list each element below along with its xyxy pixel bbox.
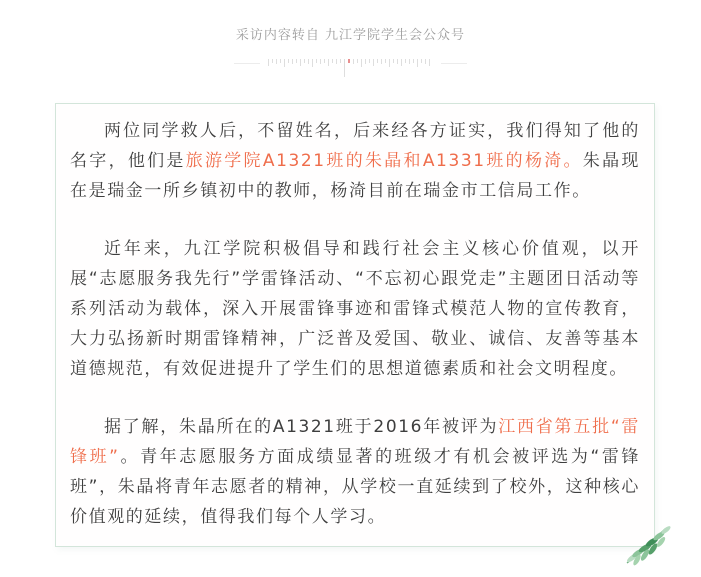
text-segment: 朱晶现在是瑞金一所乡镇初中的教师，杨渏目前在瑞金市工信局工作。 [70, 151, 640, 201]
divider-ticks [268, 56, 433, 77]
highlight-segment: 旅游学院A1321班的朱晶和A1331班的杨渏。 [185, 151, 583, 171]
divider-line-left [234, 63, 260, 64]
article-card [55, 103, 655, 547]
text-segment: 据了解，朱晶所在的A1321班于2016年被评为 [104, 417, 499, 437]
paragraph [70, 116, 640, 206]
highlight-segment: 江西省第五批“雷锋班” [70, 417, 641, 467]
text-segment: 两位同学救人后，不留姓名，后来经各方证实，我们得知了他的名字，他们是 [70, 121, 640, 171]
article-source-caption: 采访内容转自 九江学院学生会公众号 [235, 28, 466, 43]
divider-line-right [441, 63, 467, 64]
paragraph [70, 412, 640, 532]
audio-ruler-divider [0, 56, 701, 82]
text-segment: 。青年志愿服务方面成绩显著的班级才有机会被评选为“雷锋班”，朱晶将青年志愿者的精神，从学校一直延续到了校外，这种核心价值观的延续，值得我们每个人学习。 [70, 447, 641, 527]
article-paragraphs [70, 116, 640, 532]
paragraph [70, 234, 640, 384]
text-segment: 近年来，九江学院积极倡导和践行社会主义核心价值观，以开展“志愿服务我先行”学雷锋活动、“不忘初心跟党走”主题团日活动等系列活动为载体，深入开展雷锋事迹和雷锋式模范人物的宣传教育，大力弘扬新时期雷锋精神，广泛普及爱国、敬业、诚信、友善等基本道德规范，有效促进提升了学生们的思想道德素质和社会文明程度。 [70, 239, 640, 379]
